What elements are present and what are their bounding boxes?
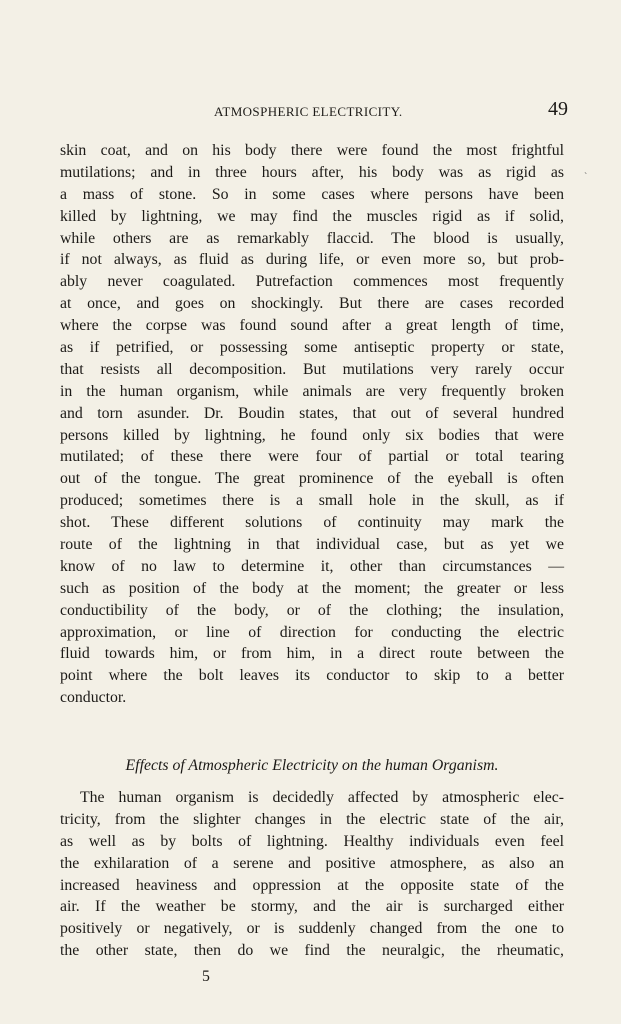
- paragraph-1: [60, 140, 564, 709]
- text-line: in the human organism, while animals are very frequently broken: [60, 382, 564, 400]
- section-heading: Effects of Atmospheric Electricity on the human Organism.: [125, 757, 499, 774]
- text-line: conductor.: [60, 689, 127, 707]
- text-line: persons killed by lightning, he found only six bodies that were: [60, 426, 564, 444]
- text-line: if not always, as fluid as during life, or even more so, but prob-: [60, 251, 564, 269]
- text-line: point where the bolt leaves its conductor to skip to a better: [60, 667, 564, 685]
- text-line: the other state, then do we find the neuralgic, the rheumatic,: [60, 942, 564, 960]
- running-head: [60, 98, 568, 126]
- text-line: route of the lightning in that individual case, but as yet we: [60, 536, 564, 554]
- text-line: the exhilaration of a serene and positive atmosphere, as also an: [60, 854, 564, 872]
- text-line: where the corpse was found sound after a great length of time,: [60, 317, 564, 335]
- page-number: 49: [548, 98, 568, 120]
- paragraph-2: [60, 787, 564, 962]
- text-line: mutilations; and in three hours after, his body was as rigid as: [60, 163, 564, 181]
- text-line: killed by lightning, we may find the muscles rigid as if solid,: [60, 207, 564, 225]
- text-line: as well as by bolts of lightning. Healthy individuals even feel: [60, 832, 564, 850]
- text-line: and torn asunder. Dr. Boudin states, that out of several hundred: [60, 404, 564, 422]
- text-line: out of the tongue. The great prominence of the eyeball is often: [60, 470, 564, 488]
- text-line: increased heaviness and oppression at the opposite state of the: [60, 876, 564, 894]
- text-line: skin coat, and on his body there were found the most frightful: [60, 142, 564, 159]
- text-line: fluid towards him, or from him, in a direct route between the: [60, 645, 564, 663]
- text-line: ably never coagulated. Putrefaction commences most frequently: [60, 273, 564, 291]
- text-line: shot. These different solutions of continuity may mark the: [60, 514, 564, 532]
- text-line: as if petrified, or possessing some antiseptic property or state,: [60, 339, 564, 357]
- text-line: at once, and goes on shockingly. But there are cases recorded: [60, 295, 564, 313]
- margin-tick-mark: ˋ: [584, 172, 588, 183]
- text-line: tricity, from the slighter changes in the electric state of the air,: [60, 810, 564, 828]
- text-line: positively or negatively, or is suddenly changed from the one to: [60, 920, 564, 938]
- text-line: mutilated; of these there were four of partial or total tearing: [60, 448, 564, 466]
- running-head-title: ATMOSPHERIC ELECTRICITY.: [214, 104, 403, 119]
- text-line: air. If the weather be stormy, and the air is surcharged either: [60, 898, 564, 916]
- text-line: produced; sometimes there is a small hole in the skull, as if: [60, 492, 564, 510]
- text-line: know of no law to determine it, other than circumstances —: [60, 557, 564, 575]
- text-line: approximation, or line of direction for conducting the electric: [60, 623, 564, 641]
- text-line: conductibility of the body, or of the clothing; the insulation,: [60, 601, 564, 619]
- text-line: a mass of stone. So in some cases where persons have been: [60, 185, 564, 203]
- text-line: that resists all decomposition. But mutilations very rarely occur: [60, 360, 564, 378]
- text-line: such as position of the body at the moment; the greater or less: [60, 579, 564, 597]
- signature-mark: 5: [202, 968, 210, 985]
- text-line: The human organism is decidedly affected by atmospheric elec-: [80, 789, 564, 806]
- text-line: while others are as remarkably flaccid. The blood is usually,: [60, 229, 564, 247]
